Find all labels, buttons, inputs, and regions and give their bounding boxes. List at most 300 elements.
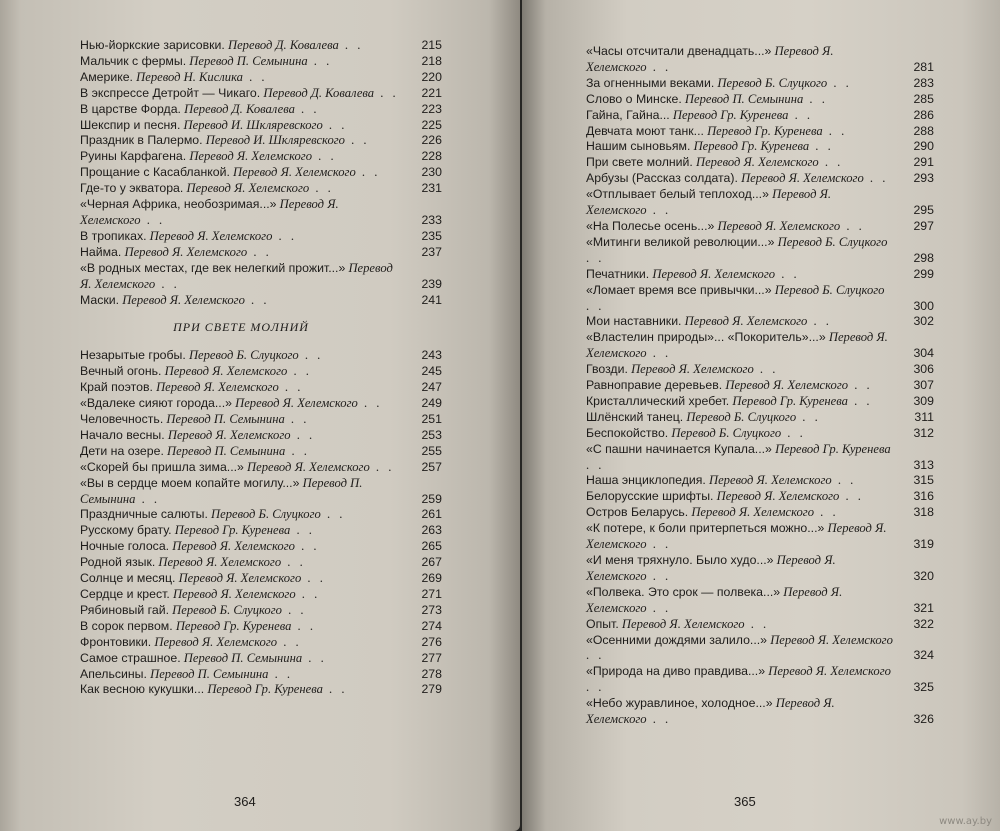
entry-title: «Отплывает белый теплоход...» xyxy=(586,187,769,202)
contents-entry xyxy=(586,696,934,728)
entry-page-number: 273 xyxy=(421,602,442,617)
dot-leader: . . xyxy=(287,364,312,379)
dot-leader: . . xyxy=(586,648,605,663)
dot-leader: . . xyxy=(646,568,672,583)
contents-entry xyxy=(586,426,934,442)
dot-leader: . . xyxy=(839,489,864,504)
dot-leader: . . xyxy=(277,634,302,649)
contents-entry xyxy=(586,489,934,505)
entry-page-number: 276 xyxy=(421,634,442,649)
dot-leader: . . xyxy=(775,266,800,281)
contents-group xyxy=(80,348,442,698)
entry-translator: Перевод Гр. Куренева xyxy=(707,123,823,138)
contents-entry xyxy=(80,635,442,651)
right-contents-list xyxy=(586,44,934,728)
entry-page-number: 251 xyxy=(421,412,442,427)
watermark: www.ay.by xyxy=(939,816,992,827)
entry-title: «Вдалеке сияют города...» xyxy=(80,396,232,411)
entry-translator: Перевод Я. Хелемского xyxy=(586,330,888,361)
contents-entry xyxy=(80,667,442,683)
entry-title: Наша энциклопедия. xyxy=(586,473,706,488)
entry-title: Кристаллический хребет. xyxy=(586,393,730,408)
entry-translator: Перевод Я. Хелемского xyxy=(741,171,864,186)
entry-page-number: 311 xyxy=(914,409,934,424)
entry-title: Родной язык. xyxy=(80,555,156,570)
entry-title: «Осенними дождями залило...» xyxy=(586,632,768,647)
dot-leader: . . xyxy=(646,537,672,552)
dot-leader: . . xyxy=(744,616,770,631)
contents-entry xyxy=(80,428,442,444)
dot-leader: . . xyxy=(302,650,327,665)
entry-title: «Вы в сердце моем копайте могилу...» xyxy=(80,475,300,490)
contents-entry xyxy=(80,619,442,635)
entry-page-number: 239 xyxy=(421,276,442,291)
dot-leader: . . xyxy=(646,59,672,74)
entry-page-number: 267 xyxy=(421,555,442,570)
contents-entry xyxy=(80,86,442,102)
entry-title: Праздник в Палермо. xyxy=(80,133,203,148)
dot-leader: . . xyxy=(355,165,381,180)
entry-title: Апельсины. xyxy=(80,666,147,681)
entry-title: «К потере, к боли притерпеться можно...» xyxy=(586,521,825,536)
contents-entry xyxy=(80,603,442,619)
entry-translator: Перевод Я. Хелемского xyxy=(158,555,282,570)
dot-leader: . . xyxy=(807,314,832,329)
entry-page-number: 324 xyxy=(913,648,934,663)
entry-page-number: 316 xyxy=(913,489,934,504)
contents-entry xyxy=(80,476,442,508)
entry-page-number: 228 xyxy=(421,149,442,164)
contents-entry xyxy=(586,633,934,665)
entry-page-number: 288 xyxy=(913,123,934,138)
entry-page-number: 231 xyxy=(421,181,442,196)
contents-entry xyxy=(586,314,934,330)
contents-entry xyxy=(586,155,934,171)
dot-leader: . . xyxy=(294,101,320,116)
entry-translator: Перевод Я. Хелемского xyxy=(164,364,288,379)
dot-leader: . . xyxy=(244,292,270,307)
entry-title: «Часы отсчитали двенадцать...» xyxy=(586,44,772,58)
contents-entry xyxy=(80,380,442,396)
entry-page-number: 322 xyxy=(913,616,934,631)
entry-page-number: 218 xyxy=(421,53,442,68)
contents-entry xyxy=(80,412,442,428)
dot-leader: . . xyxy=(848,378,873,393)
entry-translator: Перевод Б. Слуцкого xyxy=(172,602,282,617)
contents-entry xyxy=(80,118,442,134)
contents-group xyxy=(80,38,442,308)
entry-title: В царстве Форда. xyxy=(80,101,181,116)
entry-translator: Перевод Я. Хелемского xyxy=(709,473,832,488)
entry-title: «С пашни начинается Купала...» xyxy=(586,441,772,456)
entry-title: «На Полесье осень...» xyxy=(586,218,715,233)
entry-page-number: 271 xyxy=(421,587,442,601)
dot-leader: . . xyxy=(295,587,321,601)
entry-translator: Перевод П. Семынина xyxy=(183,650,303,665)
dot-leader: . . xyxy=(294,539,320,554)
entry-title: При свете молний. xyxy=(586,155,693,170)
section-heading: ПРИ СВЕТЕ МОЛНИЙ xyxy=(173,320,309,335)
dot-leader: . . xyxy=(796,409,821,424)
entry-title: Печатники. xyxy=(586,266,650,281)
contents-entry xyxy=(586,664,934,696)
entry-translator: Перевод Я. Хелемского xyxy=(586,187,832,218)
contents-entry xyxy=(80,651,442,667)
dot-leader: . . xyxy=(863,171,889,186)
contents-entry xyxy=(586,283,934,315)
contents-entry xyxy=(80,364,442,380)
dot-leader: . . xyxy=(284,412,310,427)
dot-leader: . . xyxy=(781,425,806,440)
entry-page-number: 279 xyxy=(421,682,442,697)
entry-page-number: 321 xyxy=(913,600,934,615)
dot-leader: . . xyxy=(586,298,605,313)
contents-entry xyxy=(80,70,442,86)
dot-leader: . . xyxy=(814,505,839,520)
entry-translator: Перевод Гр. Куренева xyxy=(175,618,292,633)
entry-translator: Перевод Б. Слуцкого xyxy=(717,75,828,90)
dot-leader: . . xyxy=(301,571,326,586)
entry-translator: Перевод Я. Хелемского xyxy=(691,505,815,520)
entry-title: Нью-йоркские зарисовки. xyxy=(80,38,225,52)
dot-leader: . . xyxy=(338,38,364,52)
dot-leader: . . xyxy=(357,396,383,411)
entry-translator: Перевод Я. Хелемского xyxy=(716,489,840,504)
entry-title: «И меня тряхнуло. Было худо...» xyxy=(586,553,774,567)
entry-translator: Перевод Я. Хелемского xyxy=(621,616,745,631)
contents-entry xyxy=(80,682,442,698)
entry-page-number: 235 xyxy=(421,228,442,243)
contents-entry xyxy=(586,394,934,410)
entry-title: «Черная Африка, необозримая...» xyxy=(80,197,277,212)
entry-translator: Перевод Я. Хелемского xyxy=(172,587,296,601)
entry-page-number: 309 xyxy=(913,393,934,408)
entry-page-number: 255 xyxy=(421,443,442,458)
entry-title: Мои наставники. xyxy=(586,314,682,329)
entry-title: «Митинги великой революции...» xyxy=(586,234,775,249)
entry-page-number: 300 xyxy=(913,298,934,313)
entry-page-number: 318 xyxy=(913,505,934,520)
dot-leader: . . xyxy=(809,139,834,154)
entry-title: Гайна, Гайна... xyxy=(586,107,670,122)
entry-translator: Перевод Я. Хелемского xyxy=(717,218,841,233)
entry-title: Нашим сыновьям. xyxy=(586,139,691,154)
contents-entry xyxy=(586,553,934,585)
contents-entry xyxy=(586,617,934,633)
entry-translator: Перевод Я. Хелемского xyxy=(586,696,835,727)
dot-leader: . . xyxy=(290,523,315,538)
contents-entry xyxy=(586,124,934,140)
entry-translator: Перевод Н. Кислика xyxy=(136,69,243,84)
dot-leader: . . xyxy=(788,107,814,122)
entry-translator: Перевод Я. Хелемского xyxy=(189,149,313,164)
entry-translator: Перевод Я. Хелемского xyxy=(178,571,302,586)
entry-translator: Перевод Гр. Куренева xyxy=(693,139,810,154)
dot-leader: . . xyxy=(753,362,779,377)
entry-translator: Перевод Я. Хелемского xyxy=(80,260,393,291)
contents-entry xyxy=(586,76,934,92)
contents-entry xyxy=(80,348,442,364)
contents-group xyxy=(586,44,934,728)
contents-entry xyxy=(586,92,934,108)
dot-leader: . . xyxy=(586,457,605,472)
entry-title: За огненными веками. xyxy=(586,75,715,90)
entry-translator: Перевод Я. Хелемского xyxy=(186,181,310,196)
entry-page-number: 274 xyxy=(421,618,442,633)
entry-title: Америке. xyxy=(80,69,133,84)
contents-entry xyxy=(80,165,442,181)
contents-entry xyxy=(586,171,934,187)
contents-entry xyxy=(586,235,934,267)
entry-title: Руины Карфагена. xyxy=(80,149,187,164)
entry-page-number: 269 xyxy=(421,571,442,586)
entry-translator: Перевод Гр. Куренева xyxy=(732,393,848,408)
entry-page-number: 286 xyxy=(913,107,934,122)
entry-translator: Перевод Гр. Куренева xyxy=(207,682,323,697)
entry-page-number: 299 xyxy=(913,266,934,281)
dot-leader: . . xyxy=(827,75,852,90)
entry-translator: Перевод Я. Хелемского xyxy=(172,539,295,554)
entry-translator: Перевод Я. Хелемского xyxy=(156,380,279,395)
contents-entry xyxy=(80,523,442,539)
dot-leader: . . xyxy=(307,53,333,68)
entry-page-number: 230 xyxy=(421,165,442,180)
entry-page-number: 247 xyxy=(421,380,442,395)
entry-translator: Перевод Я. Хелемского xyxy=(167,427,291,442)
entry-title: Арбузы (Рассказ солдата). xyxy=(586,171,738,186)
entry-translator: Перевод Я. Хелемского xyxy=(122,292,245,307)
entry-translator: Перевод Б. Слуцкого xyxy=(671,425,782,440)
contents-entry xyxy=(586,585,934,617)
dot-leader: . . xyxy=(818,155,844,170)
contents-entry xyxy=(586,442,934,474)
entry-page-number: 261 xyxy=(421,507,442,522)
entry-page-number: 297 xyxy=(913,218,934,233)
contents-entry xyxy=(80,261,442,293)
entry-title: Где-то у экватора. xyxy=(80,181,184,196)
contents-entry xyxy=(80,133,442,149)
entry-title: «Небо журавлиное, холодное...» xyxy=(586,696,773,711)
entry-translator: Перевод Я. Хелемского xyxy=(586,521,887,552)
entry-title: Солнце и месяц. xyxy=(80,571,176,586)
contents-entry xyxy=(80,507,442,523)
entry-translator: Перевод Я. Хелемского xyxy=(725,378,849,393)
entry-title: В тропиках. xyxy=(80,228,147,243)
contents-entry xyxy=(586,44,934,76)
entry-page-number: 221 xyxy=(421,85,442,100)
entry-translator: Перевод П. Семынина xyxy=(684,91,804,106)
entry-title: В экспрессе Детройт — Чикаго. xyxy=(80,85,261,100)
dot-leader: . . xyxy=(281,602,307,617)
entry-translator: Перевод П. Семынина xyxy=(80,475,363,506)
entry-title: Человечность. xyxy=(80,412,164,427)
entry-page-number: 253 xyxy=(421,427,442,442)
dot-leader: . . xyxy=(281,555,306,570)
entry-title: В сорок первом. xyxy=(80,618,173,633)
entry-title: Фронтовики. xyxy=(80,634,152,649)
contents-entry xyxy=(80,571,442,587)
dot-leader: . . xyxy=(298,348,324,363)
contents-entry xyxy=(80,555,442,571)
entry-page-number: 283 xyxy=(913,75,934,90)
entry-title: Шекспир и песня. xyxy=(80,117,181,132)
entry-page-number: 320 xyxy=(913,568,934,583)
dot-leader: . . xyxy=(822,123,848,138)
dot-leader: . . xyxy=(646,203,672,218)
entry-title: «В родных местах, где век нелегкий прожит...» xyxy=(80,260,346,275)
entry-page-number: 304 xyxy=(913,346,934,361)
entry-title: «Полвека. Это срок — полвека...» xyxy=(586,584,781,599)
contents-entry xyxy=(586,521,934,553)
dot-leader: . . xyxy=(322,117,348,132)
entry-translator: Перевод И. Шкляревского xyxy=(183,117,323,132)
entry-page-number: 225 xyxy=(421,117,442,132)
dot-leader: . . xyxy=(374,85,399,100)
entry-translator: Перевод Гр. Куренева xyxy=(174,523,291,538)
entry-translator: Перевод Д. Ковалева xyxy=(263,85,375,100)
contents-entry xyxy=(80,197,442,229)
contents-entry xyxy=(80,396,442,412)
entry-title: «Скорей бы пришла зима...» xyxy=(80,459,244,474)
entry-page-number: 295 xyxy=(913,203,934,218)
contents-entry xyxy=(586,410,934,426)
entry-title: Праздничные салюты. xyxy=(80,507,208,522)
contents-entry xyxy=(586,505,934,521)
entry-page-number: 278 xyxy=(421,666,442,681)
contents-entry xyxy=(586,362,934,378)
contents-entry xyxy=(80,54,442,70)
entry-page-number: 281 xyxy=(913,59,934,74)
entry-title: Ночные голоса. xyxy=(80,539,170,554)
entry-translator: Перевод Б. Слуцкого xyxy=(188,348,299,363)
entry-translator: Перевод Я. Хелемского xyxy=(684,314,808,329)
entry-title: Как весною кукушки... xyxy=(80,682,205,697)
contents-entry xyxy=(80,181,442,197)
entry-title: Вечный огонь. xyxy=(80,364,162,379)
dot-leader: . . xyxy=(140,212,166,227)
dot-leader: . . xyxy=(135,491,161,506)
entry-translator: Перевод Гр. Куренева xyxy=(672,107,789,122)
contents-entry xyxy=(80,102,442,118)
entry-page-number: 290 xyxy=(913,139,934,154)
dot-leader: . . xyxy=(272,228,297,243)
entry-page-number: 257 xyxy=(421,459,442,474)
entry-title: Равноправие деревьев. xyxy=(586,378,723,393)
entry-translator: Перевод Д. Ковалева xyxy=(184,101,295,116)
dot-leader: . . xyxy=(646,712,672,727)
entry-page-number: 315 xyxy=(913,473,934,488)
entry-title: Русскому брату. xyxy=(80,523,172,538)
entry-translator: Перевод Б. Слуцкого xyxy=(686,409,797,424)
contents-entry xyxy=(586,473,934,489)
entry-translator: Перевод Я. Хелемского xyxy=(247,459,370,474)
contents-entry xyxy=(586,219,934,235)
entry-title: Рябиновый гай. xyxy=(80,602,169,617)
contents-entry xyxy=(586,267,934,283)
dot-leader: . . xyxy=(344,133,370,148)
entry-translator: Перевод Я. Хелемского xyxy=(586,553,836,583)
entry-page-number: 285 xyxy=(913,91,934,106)
contents-entry xyxy=(80,460,442,476)
dot-leader: . . xyxy=(369,459,395,474)
dot-leader: . . xyxy=(586,250,605,265)
entry-translator: Перевод Б. Слуцкого xyxy=(211,507,321,522)
dot-leader: . . xyxy=(291,618,316,633)
contents-entry xyxy=(80,38,442,54)
entry-translator: Перевод Я. Хелемского xyxy=(80,197,339,227)
entry-page-number: 226 xyxy=(421,133,442,148)
entry-title: «Властелин природы»... «Покоритель»...» xyxy=(586,330,826,345)
entry-page-number: 302 xyxy=(913,314,934,329)
dot-leader: . . xyxy=(312,149,337,164)
entry-page-number: 306 xyxy=(913,362,934,377)
entry-title: Девчата моют танк... xyxy=(586,123,704,138)
dot-leader: . . xyxy=(242,69,268,84)
entry-translator: Перевод Я. Хелемского xyxy=(149,228,273,243)
entry-page-number: 277 xyxy=(421,650,442,665)
entry-title: Край поэтов. xyxy=(80,380,153,395)
entry-translator: Перевод П. Семынина xyxy=(189,53,308,68)
entry-page-number: 241 xyxy=(421,292,442,307)
dot-leader: . . xyxy=(586,680,605,695)
contents-entry xyxy=(80,444,442,460)
contents-entry xyxy=(586,378,934,394)
entry-page-number: 325 xyxy=(913,680,934,695)
entry-translator: Перевод Я. Хелемского xyxy=(235,396,358,411)
entry-page-number: 233 xyxy=(421,212,442,227)
contents-entry xyxy=(80,149,442,165)
entry-title: Шлёнский танец. xyxy=(586,409,684,424)
dot-leader: . . xyxy=(290,427,316,442)
entry-translator: Перевод Я. Хелемского xyxy=(586,44,834,74)
entry-translator: Перевод Я. Хелемского xyxy=(154,634,278,649)
entry-page-number: 245 xyxy=(421,364,442,379)
dot-leader: . . xyxy=(268,666,294,681)
dot-leader: . . xyxy=(285,443,310,458)
entry-page-number: 312 xyxy=(913,425,934,440)
entry-translator: Перевод Б. Слуцкого xyxy=(777,234,888,249)
dot-leader: . . xyxy=(831,473,857,488)
dot-leader: . . xyxy=(320,507,346,522)
dot-leader: . . xyxy=(322,682,348,697)
entry-page-number: 298 xyxy=(913,250,934,265)
entry-title: Маски. xyxy=(80,292,120,307)
entry-translator: Перевод Я. Хелемского xyxy=(652,266,776,281)
entry-page-number: 237 xyxy=(421,244,442,259)
entry-translator: Перевод Гр. Куренева xyxy=(775,441,891,456)
contents-entry xyxy=(80,293,442,309)
entry-translator: Перевод Д. Ковалева xyxy=(228,38,339,52)
entry-title: «Ломает время все привычки...» xyxy=(586,282,772,297)
entry-translator: Перевод П. Семынина xyxy=(166,412,285,427)
entry-page-number: 220 xyxy=(421,69,442,84)
entry-title: «Природа на диво правдива...» xyxy=(586,664,766,679)
entry-page-number: 265 xyxy=(421,539,442,554)
dot-leader: . . xyxy=(278,380,304,395)
entry-title: Слово о Минске. xyxy=(586,91,682,106)
contents-entry xyxy=(586,108,934,124)
dot-leader: . . xyxy=(646,346,672,361)
contents-entry xyxy=(586,139,934,155)
left-contents-list xyxy=(80,38,442,698)
dot-leader: . . xyxy=(840,218,865,233)
contents-entry xyxy=(586,330,934,362)
entry-title: Сердце и крест. xyxy=(80,587,170,601)
entry-title: Начало весны. xyxy=(80,427,165,442)
dot-leader: . . xyxy=(847,393,873,408)
contents-entry xyxy=(586,187,934,219)
dot-leader: . . xyxy=(155,276,180,291)
